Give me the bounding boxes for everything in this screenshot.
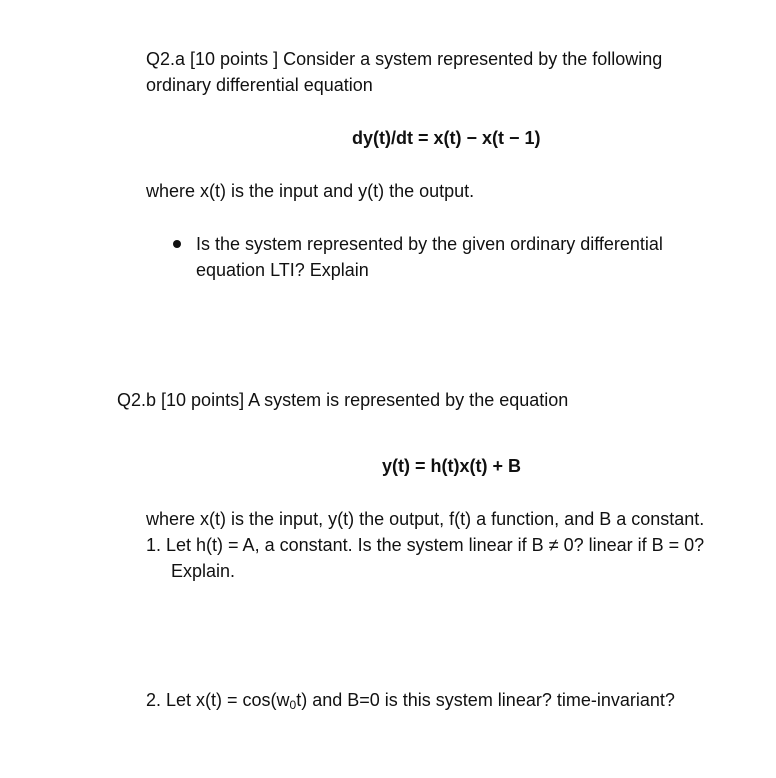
q2b-where-text: where x(t) is the input, y(t) the output, f(t) a function, and B a constant. [146,509,705,529]
q2a-bullet-line1: Is the system represented by the given ordinary differential [196,234,663,254]
q2a-where-text: where x(t) is the input and y(t) the output. [146,181,475,201]
q2b-item1-line1: 1. Let h(t) = A, a constant. Is the system linear if B ≠ 0? linear if B = 0? [146,535,705,555]
q2a-heading-line1: Q2.a [10 points ] Consider a system represented by the following [146,49,663,69]
q2b-item2-suffix: t) and B=0 is this system linear? time-invariant? [296,690,675,710]
q2b-item1-line2: Explain. [171,561,236,581]
q2a-heading-line2: ordinary differential equation [146,75,373,95]
q2b-equation: y(t) = h(t)x(t) + B [382,456,521,476]
q2b-item2 [146,688,675,712]
q2b-item2-subscript: 0 [289,698,297,712]
q2b-item2-prefix: 2. Let x(t) = cos(w [146,690,290,710]
bullet-icon [173,240,181,248]
q2a-bullet-line2: equation LTI? Explain [196,260,369,280]
q2b-heading: Q2.b [10 points] A system is represented by the equation [117,390,569,410]
q2a-equation: dy(t)/dt = x(t) − x(t − 1) [352,128,541,148]
